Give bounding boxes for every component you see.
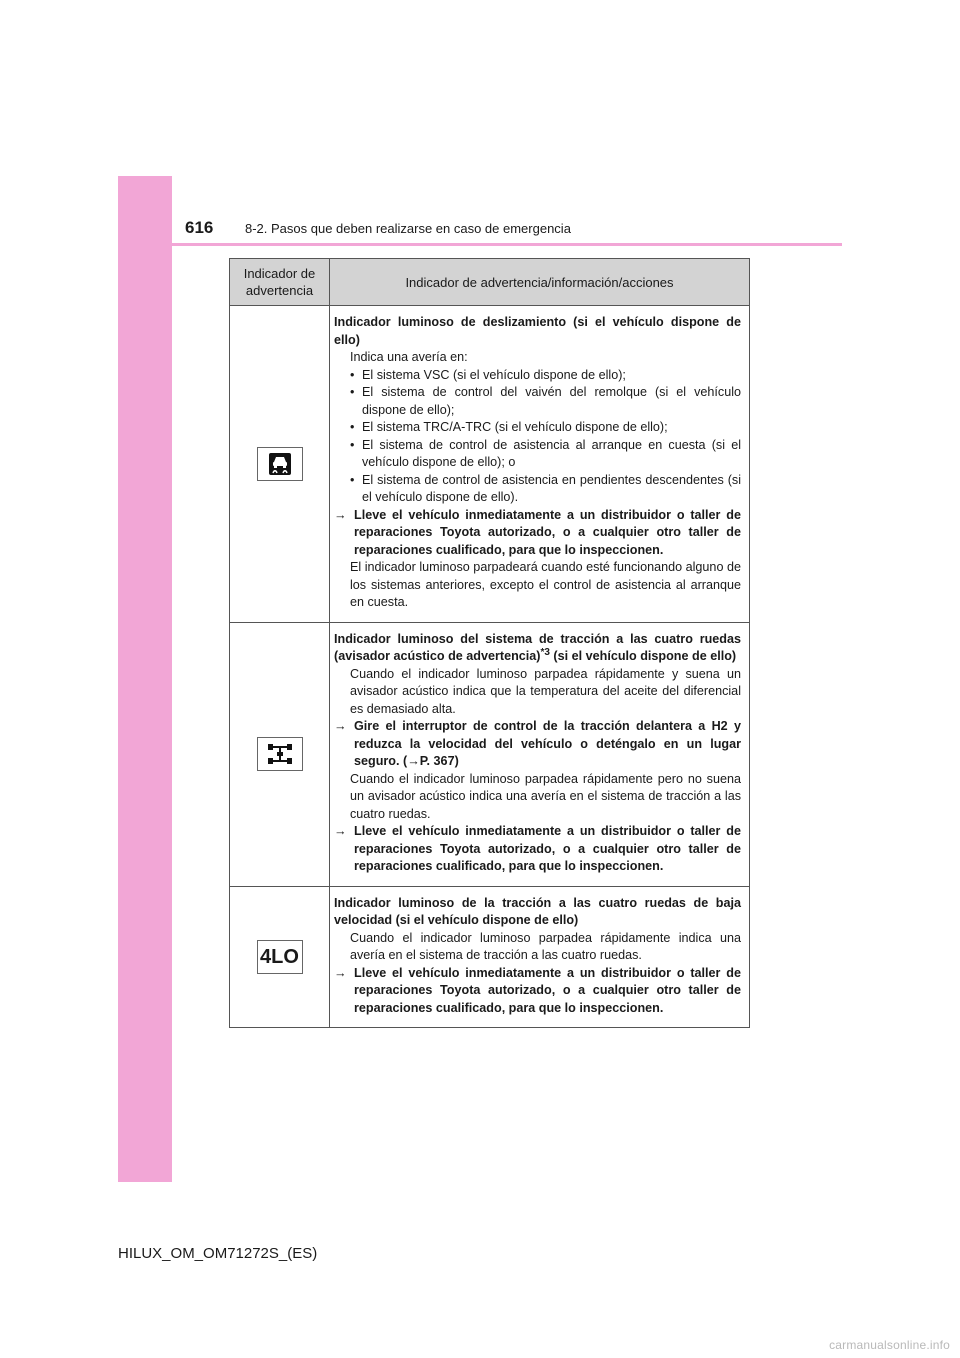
page-ref-arrow: → [407,754,420,768]
action-instruction [334,965,741,1018]
action-instruction [334,718,741,771]
slip-indicator-icon [257,447,303,481]
column-header-indicator: Indicador de advertencia [230,259,330,306]
action-instruction [334,507,741,560]
indicator-title: Indicador luminoso del sistema de tracción a las cuatro ruedas (avisador acústico de advertencia)$^{*3}$ (si el vehículo dispone de ello) [334,631,741,663]
action-text: Lleve el vehículo inmediatamente a un distribuidor o taller de reparaciones Toyota autorizado, o a cualquier otro taller de reparaciones cualificado, para que lo inspeccionen. [354,965,741,1015]
action-instruction [334,823,741,876]
list-item: • El sistema de control del vaivén del remolque (si el vehículo dispone de ello); [334,384,741,419]
note-text: El indicador luminoso parpadeará cuando esté funcionando alguno de los sistemas anteriores, excepto el control de asistencia al arranque en cuesta. [350,560,741,609]
list-item: • El sistema de control de asistencia al arranque en cuesta (si el vehículo dispone de ello); o [334,437,741,472]
indicator-title: Indicador luminoso de la tracción a las cuatro ruedas de baja velocidad (si el vehículo dispone de ello) [334,895,741,927]
column-header-description: Indicador de advertencia/información/acciones [330,259,750,306]
4lo-label: 4LO [260,945,299,968]
list-item: • El sistema TRC/A-TRC (si el vehículo dispone de ello); [334,419,741,437]
indicator-cell [230,622,330,886]
document-code: HILUX_OM_OM71272S_(ES) [118,1245,318,1262]
page-number: 616 [185,218,214,237]
4lo-indicator-icon [257,940,303,974]
table-header-row [230,259,750,306]
warning-indicator-table [229,258,750,1028]
action-text: Gire el interruptor de control de la tracción delantera a H2 y reduzca la velocidad del vehículo o deténgalo en un lugar seguro. ( [354,719,741,768]
arrow-icon: → [334,507,347,522]
four-wheel-drive-icon [257,737,303,771]
header-rule [118,243,842,246]
arrow-icon: → [334,965,347,980]
page-ref[interactable]: P. 367) [419,754,459,768]
footnote-ref: *3 [540,646,550,658]
section-tab-bar [118,176,172,1182]
action-text: Lleve el vehículo inmediatamente a un distribuidor o taller de reparaciones Toyota autorizado, o a cualquier otro taller de reparaciones cualificado, para que lo inspeccionen. [354,824,741,873]
description-text: Cuando el indicador luminoso parpadea rápidamente indica una avería en el sistema de tracción a las cuatro ruedas. [350,930,741,962]
watermark: carmanualsonline.info [829,1338,950,1352]
action-text: Lleve el vehículo inmediatamente a un distribuidor o taller de reparaciones Toyota autorizado, o a cualquier otro taller de reparaciones cualificado, para que lo inspeccionen. [354,507,741,557]
table-row [230,622,750,886]
list-item: • El sistema VSC (si el vehículo dispone de ello); [334,367,741,385]
table-row [230,886,750,1028]
section-title: 8-2. Pasos que deben realizarse en caso de emergencia [245,221,571,236]
description-text: Cuando el indicador luminoso parpadea rápidamente y suena un avisador acústico indica que la temperatura del aceite del diferencial es demasiado alta. [350,666,741,716]
arrow-icon: → [334,824,347,838]
list-item: • El sistema de control de asistencia en pendientes descendentes (si el vehículo dispone de ello). [334,472,741,507]
description-cell [330,306,750,623]
indicator-cell [230,306,330,623]
indicator-cell [230,886,330,1028]
description-cell [330,886,750,1028]
description-text: Cuando el indicador luminoso parpadea rápidamente pero no suena un avisador acústico indica una avería en el sistema de tracción a las cuatro ruedas. [350,771,741,821]
intro-text: Indica una avería en: [350,350,468,364]
table-row [230,306,750,623]
indicator-title: Indicador luminoso de deslizamiento (si el vehículo dispone de ello) [334,315,741,347]
arrow-icon: → [334,719,347,733]
description-cell [330,622,750,886]
